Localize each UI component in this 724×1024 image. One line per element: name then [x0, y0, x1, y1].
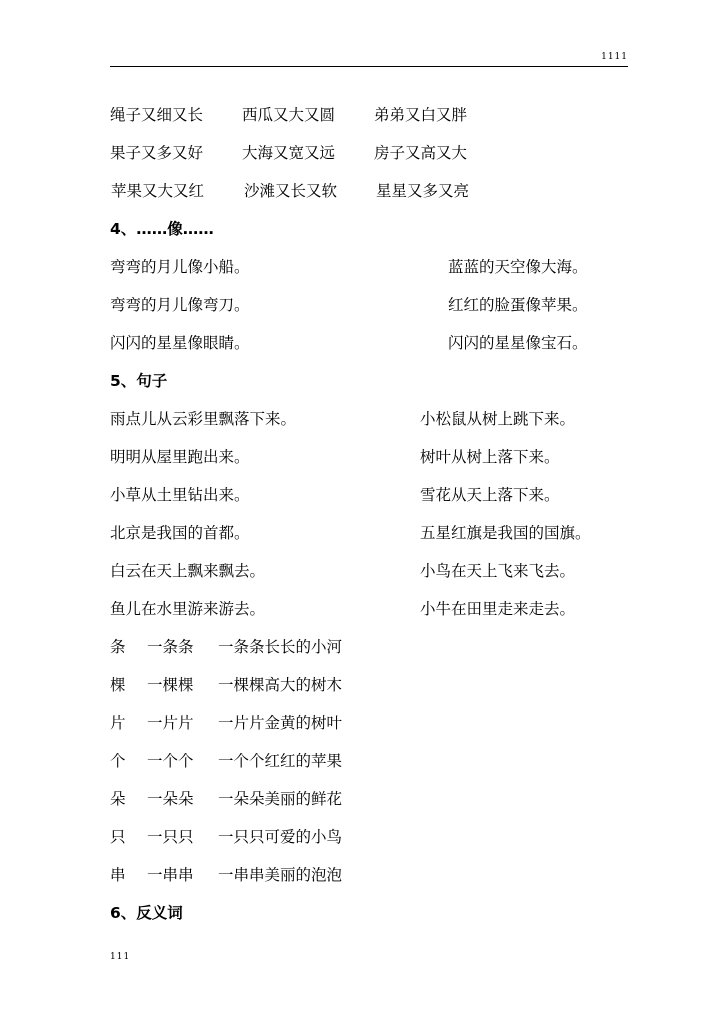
measure-reduplicated: 一片片	[147, 714, 194, 732]
phrase: 弟弟又白又胖	[374, 106, 468, 124]
phrase: 西瓜又大又圆	[242, 106, 336, 124]
measure-reduplicated: 一个个	[147, 752, 194, 770]
measure-char: 片	[110, 714, 126, 732]
sentence: 五星红旗是我国的国旗。	[420, 524, 591, 542]
simile-sentence: 闪闪的星星像宝石。	[448, 334, 588, 352]
measure-phrase: 一朵朵美丽的鲜花	[218, 790, 343, 808]
measure-reduplicated: 一串串	[147, 866, 194, 884]
simile-sentence: 弯弯的月儿像小船。	[110, 258, 250, 276]
measure-phrase: 一条条长长的小河	[218, 638, 343, 656]
header-page-number: 1111	[601, 52, 628, 62]
simile-sentence: 红红的脸蛋像苹果。	[448, 296, 588, 314]
measure-reduplicated: 一棵棵	[147, 676, 194, 694]
phrase: 苹果又大又红	[111, 182, 205, 200]
sentence: 树叶从树上落下来。	[420, 448, 560, 466]
sentence: 雨点儿从云彩里飘落下来。	[110, 410, 297, 428]
simile-sentence: 弯弯的月儿像弯刀。	[110, 296, 250, 314]
measure-char: 朵	[110, 790, 126, 808]
measure-char: 条	[110, 638, 126, 656]
phrase: 果子又多又好	[110, 144, 204, 162]
measure-reduplicated: 一条条	[147, 638, 194, 656]
measure-phrase: 一片片金黄的树叶	[218, 714, 343, 732]
section-heading-6: 6、反义词	[110, 904, 183, 922]
measure-phrase: 一个个红红的苹果	[218, 752, 343, 770]
footer-page-number: 111	[110, 952, 131, 962]
measure-char: 只	[110, 828, 126, 846]
measure-reduplicated: 一朵朵	[147, 790, 194, 808]
sentence: 雪花从天上落下来。	[420, 486, 560, 504]
sentence: 明明从屋里跑出来。	[110, 448, 250, 466]
sentence: 小松鼠从树上跳下来。	[420, 410, 576, 428]
measure-reduplicated: 一只只	[147, 828, 194, 846]
section-heading-4: 4、……像……	[110, 220, 214, 238]
measure-char: 棵	[110, 676, 126, 694]
measure-char: 串	[110, 866, 126, 884]
section-heading-5: 5、句子	[110, 372, 168, 390]
simile-sentence: 蓝蓝的天空像大海。	[448, 258, 588, 276]
sentence: 鱼儿在水里游来游去。	[110, 600, 266, 618]
phrase: 沙滩又长又软	[244, 182, 338, 200]
header-rule	[110, 66, 628, 67]
sentence: 小牛在田里走来走去。	[420, 600, 576, 618]
sentence: 北京是我国的首都。	[110, 524, 250, 542]
simile-sentence: 闪闪的星星像眼睛。	[110, 334, 250, 352]
phrase: 房子又高又大	[374, 144, 468, 162]
sentence: 小草从土里钻出来。	[110, 486, 250, 504]
measure-char: 个	[110, 752, 126, 770]
measure-phrase: 一串串美丽的泡泡	[218, 866, 343, 884]
measure-phrase: 一棵棵高大的树木	[218, 676, 343, 694]
sentence: 白云在天上飘来飘去。	[110, 562, 266, 580]
phrase: 星星又多又亮	[376, 182, 470, 200]
sentence: 小鸟在天上飞来飞去。	[420, 562, 576, 580]
phrase: 大海又宽又远	[242, 144, 336, 162]
measure-phrase: 一只只可爱的小鸟	[218, 828, 343, 846]
phrase: 绳子又细又长	[110, 106, 204, 124]
